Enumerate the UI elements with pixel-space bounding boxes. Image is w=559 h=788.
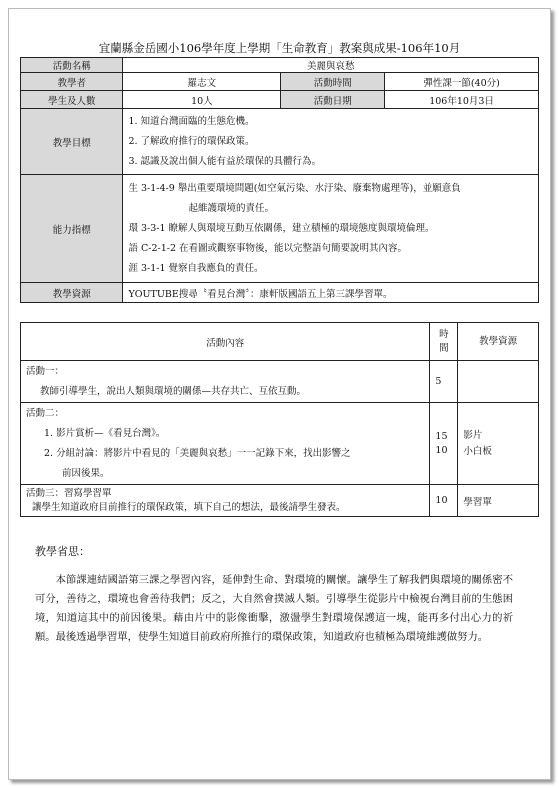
reflection-text: 本節課連結國語第三課之學習內容，延伸對生命、對環境的關懷。讓學生了解我們與環境的關係密不可分，善待之，環境也會善待我們；反之，大自然會撲滅人類。引導學生從影片中檢視台灣目前的生態困境，知道這其中的前因後果。藉由片中的影像衝擊，激盪學生對環境保護這一塊，能再多付出心力的祈願。最後透過學習單，使學生知道目前政府所推行的環保政策，知道政府也積極為環境維護做努力。 <box>35 574 513 643</box>
activity-name-label: 活動名稱 <box>21 58 123 73</box>
activity-two-item: 前因後果。 <box>62 467 110 479</box>
activity-name-value: 美麗與哀愁 <box>123 58 539 73</box>
activity-two-resource-2: 小白板 <box>463 445 492 457</box>
teacher-value: 羅志文 <box>123 73 281 91</box>
resources-value: YOUTUBE搜尋〝看見台灣〞：康軒版國語五上第三課學習單。 <box>123 283 539 303</box>
activity-one-text: 教師引導學生，說出人類與環境的關係—共存共亡、互依互動。 <box>40 385 307 397</box>
goal-item: 1. 知道台灣面臨的生態危機。 <box>128 115 255 127</box>
resources-label: 教學資源 <box>21 283 123 303</box>
ability-label: 能力指標 <box>21 175 123 283</box>
activity-one-title: 活動一： <box>26 365 65 377</box>
activity-two-time-2: 10 <box>435 444 448 456</box>
ability-item: 語 C-2-1-2 在看圖或觀察事物後，能以完整語句簡要說明其內容。 <box>128 242 408 254</box>
students-label: 學生及人數 <box>21 91 123 109</box>
activity-two-item: 1. 影片賞析—《看見台灣》。 <box>44 427 166 439</box>
ability-item: 生 3-1-4-9 舉出重要環境問題(如空氣污染、水汙染、廢棄物處理等)，並願意負 <box>128 182 461 194</box>
activity-two-resource <box>458 403 539 485</box>
ability-cell <box>123 175 539 283</box>
activity-three-title: 活動三：習寫學習單 <box>26 487 112 499</box>
time-value: 彈性課一節(40分) <box>385 73 539 91</box>
activity-one-resource <box>458 361 539 403</box>
header-resource: 教學資源 <box>458 323 539 361</box>
activity-one <box>21 361 430 403</box>
teacher-label: 教學者 <box>21 73 123 91</box>
header-content: 活動內容 <box>21 323 430 361</box>
activity-three-resource: 學習單 <box>458 485 539 517</box>
page-title: 宜蘭縣金岳國小106學年度上學期「生命教育」教案與成果-106年10月 <box>98 41 461 55</box>
activity-three <box>21 485 430 517</box>
ability-item: 環 3-3-1 瞭解人與環境互動互依關係，建立積極的環境態度與環境倫理。 <box>128 222 435 234</box>
date-value: 106年10月3日 <box>385 91 539 109</box>
goals-label: 教學目標 <box>21 109 123 175</box>
date-label: 活動日期 <box>281 91 385 109</box>
activity-two <box>21 403 430 485</box>
time-label: 活動時間 <box>281 73 385 91</box>
students-value: 10人 <box>123 91 281 109</box>
ability-item: 起維護環境的責任。 <box>188 202 274 214</box>
header-time <box>430 323 458 361</box>
ability-item: 涯 3-1-1 覺察自我應負的責任。 <box>128 262 264 274</box>
activity-two-item: 2. 分組討論：將影片中看見的「美麗與哀愁」一一記錄下來，找出影響之 <box>44 447 351 459</box>
activity-three-time: 10 <box>430 485 458 517</box>
activity-three-text: 讓學生知道政府目前推行的環保政策，填下自己的想法，最後請學生發表。 <box>32 501 346 513</box>
lesson-info-table <box>20 57 539 303</box>
goals-cell <box>123 109 539 175</box>
header-time-text: 時間 <box>439 328 449 354</box>
reflection-heading: 教學省思： <box>35 545 90 558</box>
goal-item: 3. 認識及說出個人能有益於環保的具體行為。 <box>128 155 322 167</box>
activity-two-title: 活動二： <box>26 407 65 419</box>
activity-one-time: 5 <box>430 361 458 403</box>
activity-two-resource-1: 影片 <box>463 429 483 441</box>
activities-table <box>20 322 539 517</box>
activity-two-time <box>430 403 458 485</box>
goal-item: 2. 了解政府推行的環保政策。 <box>128 135 255 147</box>
activity-two-time-1: 15 <box>435 430 448 442</box>
